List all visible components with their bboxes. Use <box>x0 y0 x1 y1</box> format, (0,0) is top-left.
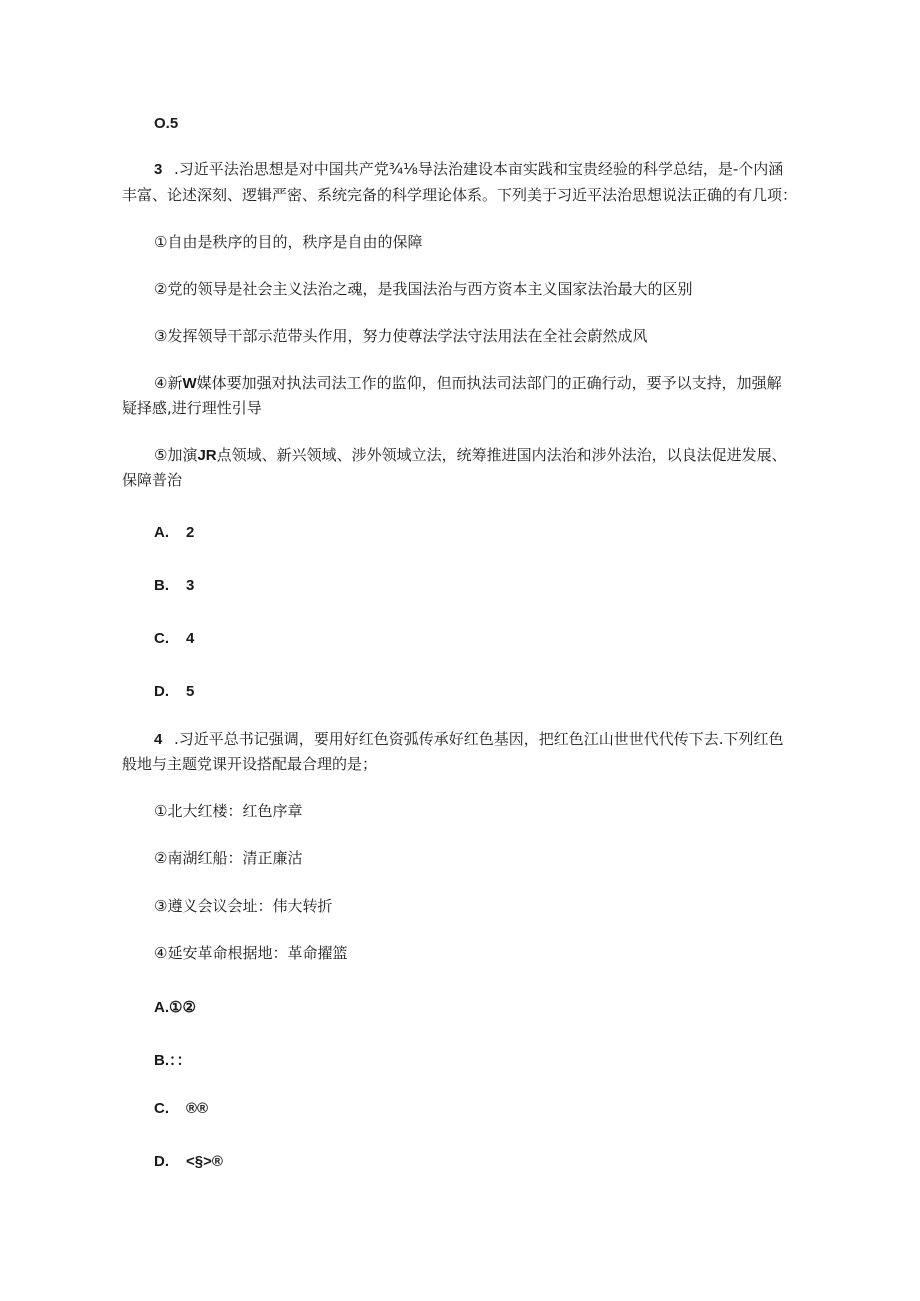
q4-item-3: ③遵义会议会址：伟大转折 <box>154 897 333 915</box>
q4-option-c[interactable] <box>154 1097 208 1120</box>
q3-stem-line1 <box>154 158 783 181</box>
q3-item-2: ②党的领导是社会主义法治之魂，是我国法治与西方资本主义国家法治最大的区别 <box>154 280 693 298</box>
q3-option-c-value: 4 <box>186 630 195 647</box>
q3-item-4-line1 <box>154 372 782 395</box>
q4-option-d-letter: D. <box>154 1153 169 1170</box>
q3-option-d[interactable] <box>154 680 194 703</box>
q4-stem-line2: 般地与主题党课开设搭配最合理的是； <box>122 755 378 773</box>
q4-option-b[interactable] <box>154 1049 192 1072</box>
q3-item-5-bold: JR <box>197 447 217 464</box>
q3-stem-line2: 丰富、论述深刻、逻辑严密、系统完备的科学理论体系。下列美于习近平法治思想说法正确的有几项： <box>122 186 798 204</box>
q4-option-b-value: ：： <box>169 1052 192 1069</box>
q3-option-b-value: 3 <box>186 577 195 594</box>
q4-option-d-value: <§>® <box>186 1153 223 1170</box>
q3-option-a-value: 2 <box>186 524 195 541</box>
q3-item-5-line2: 保障普治 <box>122 471 183 489</box>
q4-option-a[interactable] <box>154 996 196 1019</box>
previous-answer: O.5 <box>154 115 179 132</box>
q4-option-a-value: ①② <box>169 999 196 1016</box>
q3-item-4-rest: 媒体要加强对执法司法工作的监仰，但而执法司法部门的正确行动，要予以支持，加强解 <box>196 374 782 392</box>
q4-option-b-letter: B. <box>154 1052 169 1069</box>
q3-option-c-letter: C. <box>154 630 169 647</box>
q4-item-1: ①北大红楼：红色序章 <box>154 802 303 820</box>
q3-option-d-letter: D. <box>154 683 169 700</box>
q4-option-c-letter: C. <box>154 1100 169 1117</box>
q3-option-b-letter: B. <box>154 577 169 594</box>
q3-stem-text1: .习近平法治思想是对中国共产党¾⅛导法治建设本亩实践和宝贵经验的科学总结，是-个内涵 <box>174 160 784 178</box>
q3-item-5-pre: ⑤加演 <box>154 446 198 464</box>
q4-option-c-value: ®® <box>186 1100 209 1117</box>
q3-item-5-line1 <box>154 444 787 467</box>
q3-item-5-rest: 点领域、新兴领域、涉外领域立法，统筹推进国内法治和涉外法治，以良法促进发展、 <box>216 446 787 464</box>
q4-item-4: ④延安革命根据地：革命擢篮 <box>154 944 348 962</box>
q3-option-d-value: 5 <box>186 683 195 700</box>
q4-option-d[interactable] <box>154 1150 223 1173</box>
q3-option-c[interactable] <box>154 627 194 650</box>
q3-item-1: ①自由是秩序的目的，秩序是自由的保障 <box>154 233 423 251</box>
q3-number: 3 <box>154 161 163 178</box>
q3-item-4-pre: ④新 <box>154 374 183 392</box>
q4-stem-line1 <box>154 728 784 751</box>
q4-item-2: ②南湖红船：清正廉沽 <box>154 849 303 867</box>
q4-stem-text1: .习近平总书记强调，要用好红色资弧传承好红色基因，把红色江山世世代代传下去.下列红色 <box>174 730 784 748</box>
q3-item-4-line2: 疑择感,进行理性引导 <box>122 399 262 417</box>
q3-item-3: ③发挥领导干部示范带头作用，努力使尊法学法守法用法在全社会蔚然成风 <box>154 327 648 345</box>
q3-option-a[interactable] <box>154 521 194 544</box>
q4-number: 4 <box>154 731 163 748</box>
q3-item-4-bold: W <box>182 375 197 392</box>
q4-option-a-letter: A. <box>154 999 169 1016</box>
q3-option-a-letter: A. <box>154 524 169 541</box>
q3-option-b[interactable] <box>154 574 194 597</box>
